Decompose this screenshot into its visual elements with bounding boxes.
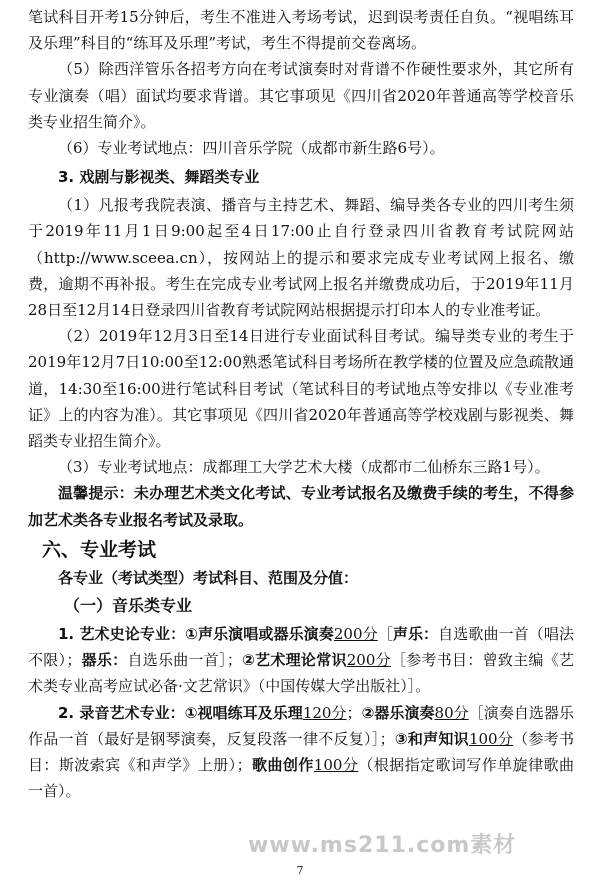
subject-art-theory: ②艺术理论常识 bbox=[241, 651, 347, 670]
score-sight-singing: 120分 bbox=[302, 703, 347, 722]
separator: ； bbox=[346, 703, 362, 722]
label-vocal: 声乐： bbox=[392, 625, 439, 644]
paragraph-drama-exam-location: （3）专业考试地点：成都理工大学艺术大楼（成都市二仙桥东三路1号）。 bbox=[58, 458, 550, 477]
score-instrumental-performance: 80分 bbox=[434, 703, 469, 722]
score-harmony: 100分 bbox=[468, 729, 514, 748]
subject-sight-singing: ①视唱练耳及乐理 bbox=[184, 703, 303, 722]
text-harmony-reference: （参考书目：斯波索宾《和声学》上册）； bbox=[28, 729, 574, 775]
paragraph-memorization-rule: （5）除西洋管乐各招考方向在考试演奏时对背谱不作硬性要求外，其它所有专业演奏（唱）面试均要求背谱。其它事项见《四川省2020年普通高等学校音乐类专业招生简介》。 bbox=[28, 60, 574, 131]
subject-instrumental-performance: ②器乐演奏 bbox=[361, 703, 435, 722]
paragraph-warm-notice: 温馨提示：未办理艺术类文化考试、专业考试报名及缴费手续的考生，不得参加艺术类各专业报名考试及录取。 bbox=[28, 484, 574, 529]
subject-song-writing: 歌曲创作 bbox=[251, 756, 314, 775]
text-instrumental: 自选乐曲一首］； bbox=[127, 651, 242, 670]
page-number: 7 bbox=[296, 864, 304, 877]
bracket-open: ［ bbox=[377, 625, 393, 644]
text-vocal: 自选歌曲一首（唱法不限）； bbox=[28, 625, 574, 670]
watermark: www.ms211.com素材 bbox=[248, 833, 517, 858]
item-label-recording-arts: 2. 录音艺术专业： bbox=[58, 703, 185, 722]
subject-vocal-instrumental: ①声乐演唱或器乐演奏 bbox=[185, 625, 334, 644]
paragraph-interview-schedule: （2）2019年12月3日至14日进行专业面试科目考试。编导类专业的考生于2019年12月7日10:00至12:00熟悉笔试科目考场所在教学楼的位置及应急疏散通道，14:30至16:00进行笔试科目考试（笔试科目的考试地点等安排以《专业准考证》上的内容为准）。其它事项见《四川省2020年普通高等学校戏剧与影视类、舞蹈类专业招生简介》。 bbox=[28, 327, 574, 451]
section-heading-professional-exam: 六、专业考试 bbox=[42, 538, 157, 561]
paragraph-recording-arts-major bbox=[28, 700, 574, 805]
text-instrumental-detail: ［演奏自选器乐作品一首（最好是钢琴演奏，反复段落一律不反复）］； bbox=[28, 703, 575, 748]
paragraph-online-registration: （1）凡报考我院表演、播音与主持艺术、舞蹈、编导类各专业的四川考生须于2019年11月1日9:00起至4日17:00止自行登录四川省教育考试院网站（http://www.sceea.cn），按网站上的提示和要求完成专业考试网上报名、缴费，逾期不再补报。考生在完成专业考试网上报名并缴费成功后，于2019年11月28日至12月14日登录四川省教育考试院网站根据提示打印本人的专业准考证。 bbox=[28, 196, 574, 320]
paragraph-exam-intro: 各专业（考试类型）考试科目、范围及分值： bbox=[58, 568, 359, 587]
paragraph-music-exam-location: （6）专业考试地点：四川音乐学院（成都市新生路6号）。 bbox=[58, 139, 445, 158]
subsection-heading-music: （一）音乐类专业 bbox=[64, 596, 193, 616]
paragraph-art-history-major bbox=[28, 621, 574, 700]
text-art-theory-reference: ［参考书目：曾致主编《艺术类专业高考应试必备·文艺常识》（中国传媒大学出版社）］。 bbox=[28, 651, 574, 696]
score-vocal-instrumental: 200分 bbox=[333, 625, 378, 644]
label-instrumental: 器乐： bbox=[81, 651, 128, 670]
item-label-art-history: 1. 艺术史论专业： bbox=[58, 625, 186, 644]
text-song-writing-detail: （根据指定歌词写作单旋律歌曲一首）。 bbox=[28, 756, 574, 801]
score-song-writing: 100分 bbox=[313, 756, 359, 775]
subject-harmony: ③和声知识 bbox=[394, 729, 469, 748]
section-heading-drama-dance: 3. 戏剧与影视类、舞蹈类专业 bbox=[58, 168, 260, 187]
paragraph-written-exam-rules: 笔试科目开考15分钟后，考生不准进入考场考试，迟到误考责任自负。“视唱练耳及乐理”科目的“练耳及乐理”考试，考生不得提前交卷离场。 bbox=[28, 8, 574, 53]
score-art-theory: 200分 bbox=[346, 651, 391, 670]
